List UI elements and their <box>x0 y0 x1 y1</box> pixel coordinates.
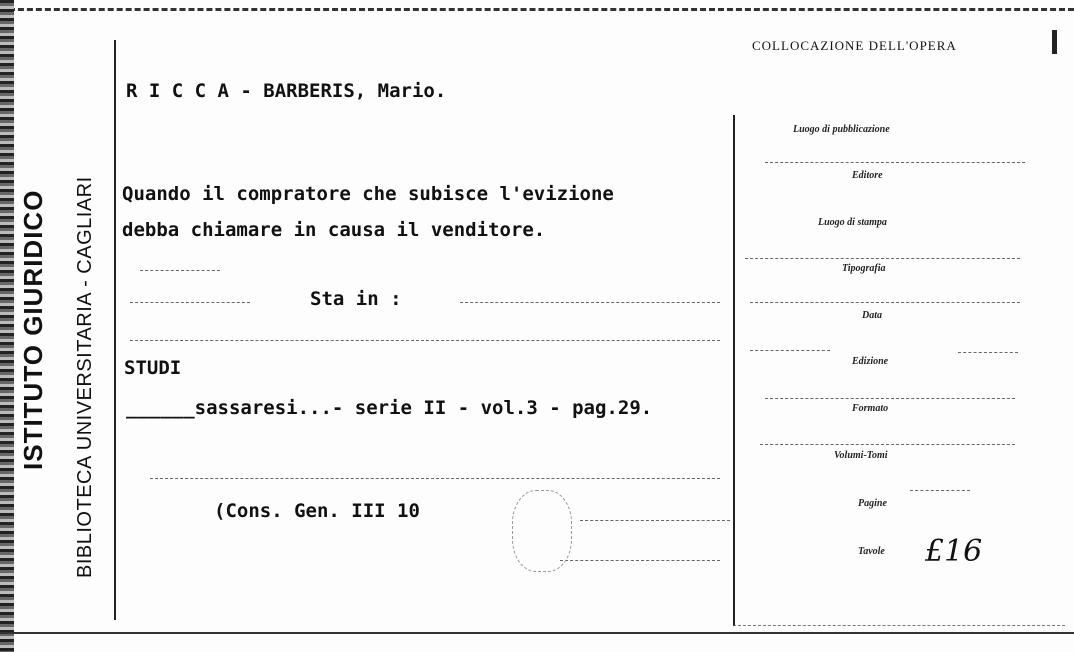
card-right-mark <box>1052 30 1057 54</box>
field-tipografia: Tipografia <box>842 263 886 274</box>
card-bottom-edge <box>0 632 1074 634</box>
card-left-edge <box>0 0 14 652</box>
panel-rule <box>750 350 830 351</box>
author-line: R I C C A - BARBERIS, Mario. <box>126 80 447 102</box>
field-editore: Editore <box>852 170 883 181</box>
panel-rule <box>765 398 1015 399</box>
field-data: Data <box>862 310 882 321</box>
guide-line <box>580 520 730 521</box>
panel-rule <box>745 258 1020 259</box>
guide-line <box>140 270 220 271</box>
panel-rule <box>750 302 1020 303</box>
faint-stamp <box>512 490 572 572</box>
main-area-rule <box>114 40 116 620</box>
series-line: ______sassaresi...- serie II - vol.3 - pag.29. <box>126 397 653 419</box>
handwritten-note: £16 <box>925 534 983 569</box>
panel-rule <box>958 352 1018 353</box>
studi-label: STUDI <box>124 357 182 379</box>
guide-line <box>460 302 720 303</box>
field-pagine: Pagine <box>858 498 887 509</box>
library-label: BIBLIOTECA UNIVERSITARIA - CAGLIARI <box>74 176 96 578</box>
panel-rule <box>765 162 1025 163</box>
field-luogo-stampa: Luogo di stampa <box>818 217 887 228</box>
field-luogo-pubblicazione: Luogo di pubblicazione <box>793 124 890 135</box>
guide-line <box>130 340 720 341</box>
panel-rule <box>910 490 970 491</box>
shelfmark: (Cons. Gen. III 10 <box>214 500 420 522</box>
guide-line <box>150 478 720 479</box>
card-top-edge <box>0 8 1074 11</box>
field-volumi-tomi: Volumi-Tomi <box>834 450 888 461</box>
field-tavole: Tavole <box>858 546 885 557</box>
panel-title: COLLOCAZIONE DELL'OPERA <box>752 38 957 53</box>
guide-line <box>130 302 250 303</box>
guide-line <box>560 560 720 561</box>
field-edizione: Edizione <box>852 356 889 367</box>
title-line-2: debba chiamare in causa il venditore. <box>122 219 546 241</box>
title-line-1: Quando il compratore che subisce l'evizione <box>122 183 614 205</box>
panel-rule <box>760 444 1015 445</box>
institute-label: ISTITUTO GIURIDICO <box>18 189 48 470</box>
panel-frame <box>733 115 1065 626</box>
sta-in-label: Sta in : <box>310 288 402 310</box>
field-formato: Formato <box>852 403 889 414</box>
